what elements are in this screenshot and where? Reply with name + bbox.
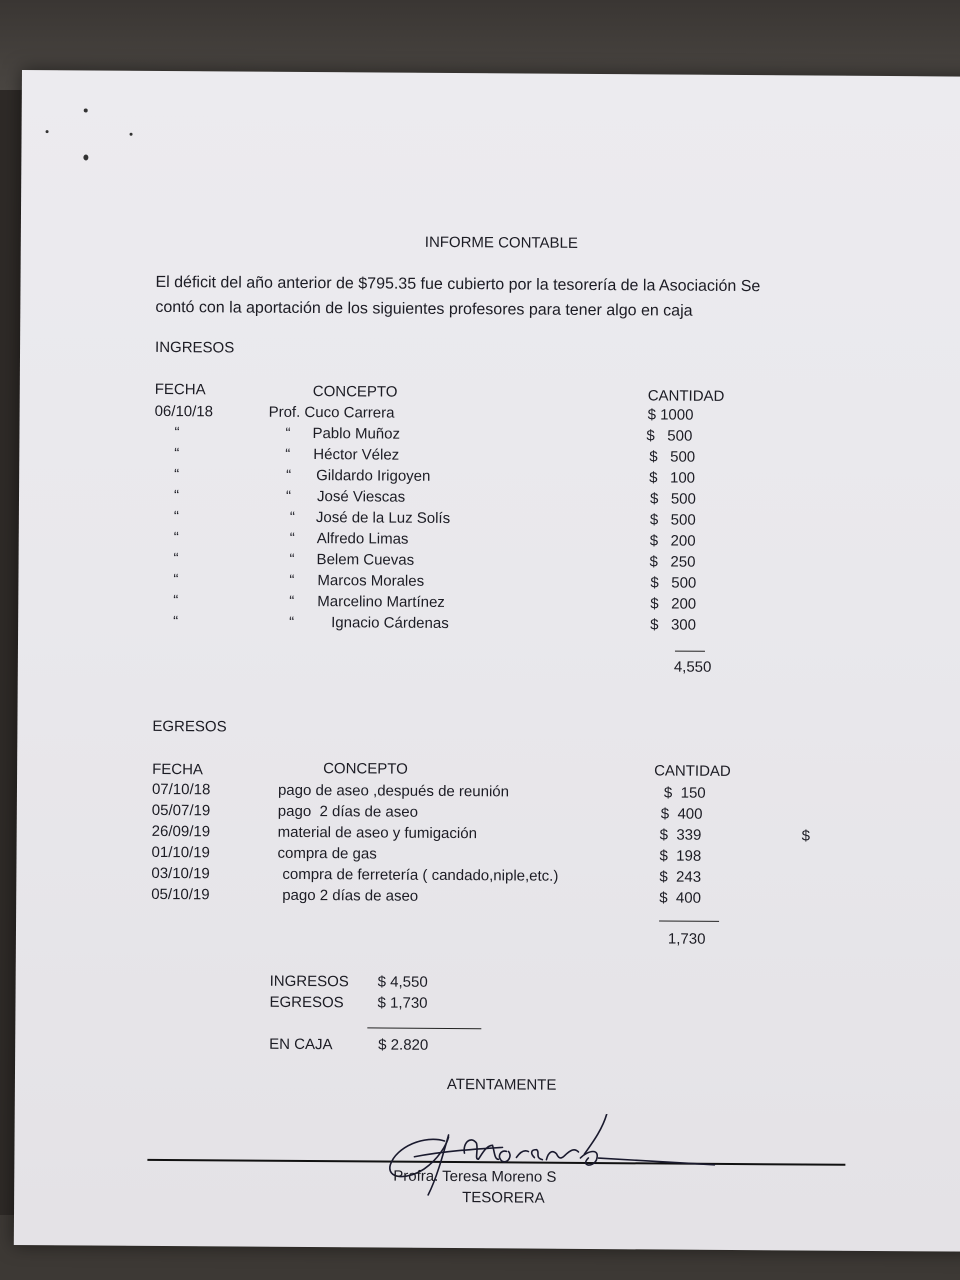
egresos-total: 1,730	[667, 930, 706, 948]
ingreso-cantidad: $ 500	[649, 490, 696, 508]
egreso-concepto: material de aseo y fumigación	[277, 823, 478, 843]
ingresos-header-fecha: FECHA	[154, 380, 206, 399]
ditto-mark: “	[289, 550, 295, 568]
egresos-heading: EGRESOS	[152, 717, 227, 736]
ditto-mark: “	[289, 508, 295, 526]
ingreso-cantidad: $ 300	[650, 616, 697, 634]
ditto-mark: “	[289, 613, 295, 631]
ingreso-concepto: Alfredo Limas	[316, 530, 409, 548]
handwritten-signature	[384, 1113, 725, 1205]
summary-egresos-label: EGRESOS	[269, 993, 344, 1012]
egreso-cantidad: $ 198	[659, 847, 702, 865]
ditto-mark: “	[173, 592, 179, 610]
ditto-mark: “	[173, 508, 179, 526]
ditto-mark: “	[285, 445, 291, 463]
egreso-concepto: pago de aseo ,después de reunión	[277, 781, 510, 801]
ingresos-heading: INGRESOS	[155, 338, 235, 357]
ingreso-concepto: José de la Luz Solís	[315, 509, 451, 527]
ingreso-concepto: Pablo Muñoz	[312, 425, 401, 443]
ditto-mark: “	[173, 529, 179, 547]
ditto-mark: “	[286, 466, 292, 484]
ingreso-cantidad: $ 500	[646, 427, 693, 445]
ditto-mark: “	[173, 487, 180, 505]
ingreso-cantidad: $ 200	[649, 532, 696, 550]
ditto-mark: “	[285, 487, 292, 505]
ingreso-concepto: Héctor Vélez	[313, 446, 400, 464]
ingreso-cantidad: $ 500	[649, 448, 696, 466]
egreso-concepto: compra de gas	[277, 844, 377, 863]
summary-ingresos-label: INGRESOS	[269, 972, 349, 991]
egreso-fecha: 01/10/19	[151, 843, 210, 862]
ingresos-total: 4,550	[673, 658, 712, 676]
document-page	[14, 70, 960, 1252]
egresos-header-concepto: CONCEPTO	[323, 760, 408, 778]
ingreso-cantidad: $ 500	[650, 574, 697, 592]
summary-ingresos-value: $ 4,550	[377, 973, 428, 991]
ingreso-fecha: 06/10/18	[154, 402, 214, 421]
closing-text: ATENTAMENTE	[446, 1075, 557, 1094]
paper-speck	[46, 130, 49, 133]
paper-speck	[83, 154, 88, 160]
egreso-cantidad: $ 400	[659, 889, 702, 907]
ingreso-concepto: Gildardo Irigoyen	[316, 467, 431, 485]
egreso-fecha: 05/10/19	[151, 885, 210, 904]
summary-caja-label: EN CAJA	[269, 1035, 333, 1054]
signatory-role: TESORERA	[462, 1189, 545, 1207]
ingreso-concepto: Belem Cuevas	[316, 551, 415, 569]
ingreso-cantidad: $ 200	[650, 595, 697, 613]
egresos-header-fecha: FECHA	[152, 760, 204, 779]
egreso-concepto: pago 2 días de aseo	[277, 802, 419, 821]
summary-egresos-value: $ 1,730	[377, 994, 428, 1012]
stray-dollar-sign: $	[801, 827, 811, 845]
egresos-header-cantidad: CANTIDAD	[654, 762, 731, 780]
egreso-concepto: compra de ferretería ( candado,niple,etc.)	[282, 865, 559, 885]
summary-caja-value: $ 2.820	[378, 1036, 429, 1054]
egreso-fecha: 07/10/18	[151, 780, 211, 799]
ingresos-header-cantidad: CANTIDAD	[647, 387, 725, 405]
summary-rule	[367, 1027, 481, 1029]
ditto-mark: “	[285, 424, 291, 442]
egresos-total-rule	[659, 920, 719, 921]
ingreso-cantidad: $ 100	[649, 469, 696, 487]
ingreso-concepto: Ignacio Cárdenas	[331, 614, 449, 632]
ditto-mark: “	[289, 592, 295, 610]
egreso-fecha: 03/10/19	[151, 864, 210, 883]
signatory-name: Profra. Teresa Moreno S	[393, 1167, 557, 1186]
ingreso-concepto: Marcelino Martínez	[317, 593, 445, 611]
ditto-mark: “	[173, 613, 179, 631]
egreso-fecha: 05/07/19	[151, 801, 211, 820]
ditto-mark: “	[289, 571, 295, 589]
ditto-mark: “	[174, 424, 180, 442]
ditto-mark: “	[174, 445, 180, 463]
egreso-fecha: 26/09/19	[151, 822, 211, 841]
ingreso-concepto: Marcos Morales	[317, 572, 425, 590]
ingresos-total-rule	[675, 651, 705, 652]
document-title: INFORME CONTABLE	[424, 233, 578, 252]
ditto-mark: “	[173, 571, 179, 589]
egreso-concepto: pago 2 días de aseo	[282, 886, 419, 905]
ingreso-cantidad: $ 1000	[647, 406, 694, 424]
ditto-mark: “	[289, 529, 295, 547]
intro-line-2: contó con la aportación de los siguientes profesores para tener algo en caja	[155, 298, 693, 320]
ingreso-cantidad: $ 250	[649, 553, 696, 571]
egreso-cantidad: $ 400	[660, 805, 703, 823]
ingresos-header-concepto: CONCEPTO	[312, 383, 398, 401]
ingreso-concepto: José Viescas	[316, 488, 406, 506]
egreso-cantidad: $ 150	[663, 784, 706, 802]
egreso-cantidad: $ 243	[659, 868, 702, 886]
ingreso-cantidad: $ 500	[649, 511, 696, 529]
egreso-cantidad: $ 339	[659, 826, 702, 844]
ditto-mark: “	[174, 466, 180, 484]
ingreso-concepto: Prof. Cuco Carrera	[268, 403, 395, 422]
paper-speck	[130, 133, 133, 136]
paper-speck	[84, 108, 88, 112]
intro-line-1: El déficit del año anterior de $795.35 fue cubierto por la tesorería de la Asociación Se	[155, 273, 761, 296]
ditto-mark: “	[173, 550, 179, 568]
